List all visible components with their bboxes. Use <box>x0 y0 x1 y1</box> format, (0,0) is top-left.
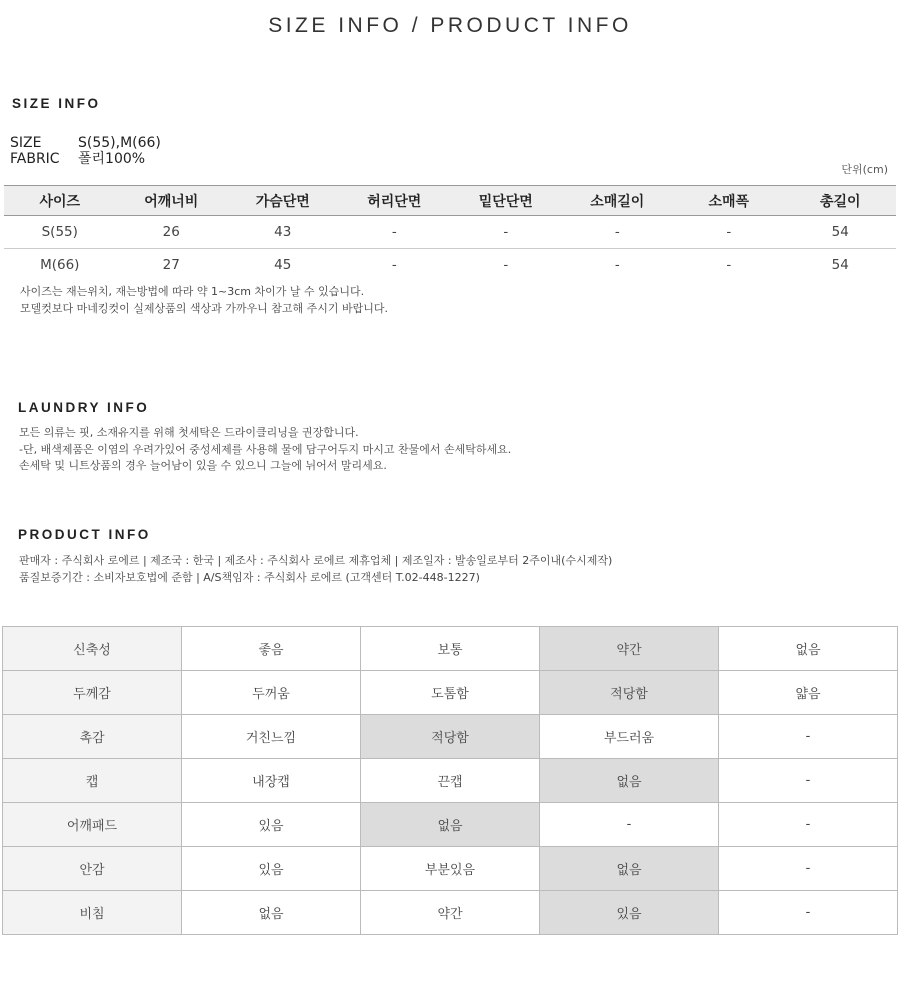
product-info-heading: PRODUCT INFO <box>18 527 151 542</box>
attribute-label: 캡 <box>3 759 182 803</box>
attribute-option: - <box>540 803 719 847</box>
fabric-label: FABRIC <box>10 151 60 167</box>
column-header: 가슴단면 <box>227 186 339 216</box>
attribute-label: 촉감 <box>3 715 182 759</box>
table-cell: - <box>339 216 451 249</box>
attribute-option: 도톰함 <box>361 671 540 715</box>
laundry-line: -단, 배색제품은 이염의 우려가있어 중성세제를 사용해 물에 담구어두지 마시고 찬물에서 손세탁하세요. <box>19 442 512 456</box>
column-header: 사이즈 <box>4 186 116 216</box>
attribute-option: 적당함 <box>361 715 540 759</box>
attribute-option: 있음 <box>182 803 361 847</box>
attribute-option: 보통 <box>361 627 540 671</box>
attribute-option: 없음 <box>540 847 719 891</box>
table-row <box>4 249 896 282</box>
attribute-row <box>3 847 898 891</box>
attribute-option: 없음 <box>540 759 719 803</box>
fabric-line <box>10 151 145 167</box>
attribute-option: 끈캡 <box>361 759 540 803</box>
table-cell: 54 <box>831 257 849 273</box>
attribute-row <box>3 671 898 715</box>
attribute-option: 적당함 <box>540 671 719 715</box>
column-header: 밑단단면 <box>450 186 562 216</box>
note-line: 사이즈는 재는위치, 재는방법에 따라 약 1~3cm 차이가 날 수 있습니다. <box>20 285 365 298</box>
attribute-option: 없음 <box>361 803 540 847</box>
attribute-row <box>3 803 898 847</box>
attribute-option: 약간 <box>361 891 540 935</box>
fabric-value: 폴리100% <box>78 151 146 167</box>
attribute-row <box>3 759 898 803</box>
laundry-line: 손세탁 및 니트상품의 경우 늘어남이 있을 수 있으니 그늘에 뉘어서 말리세요. <box>19 459 387 472</box>
attribute-option: - <box>719 847 898 891</box>
column-header: 소매길이 <box>562 186 674 216</box>
attribute-label: 신축성 <box>3 627 182 671</box>
table-cell: 26 <box>116 216 228 249</box>
column-header: 허리단면 <box>339 186 451 216</box>
attribute-option: 좋음 <box>182 627 361 671</box>
attribute-option: 없음 <box>182 891 361 935</box>
attribute-label: 안감 <box>3 847 182 891</box>
attribute-option: 두꺼움 <box>182 671 361 715</box>
table-cell: - <box>562 216 674 249</box>
table-cell: M(66) <box>40 257 80 273</box>
table-cell: 43 <box>227 216 339 249</box>
size-value: S(55),M(66) <box>78 135 161 151</box>
laundry-line: 모든 의류는 핏, 소재유지를 위해 첫세탁은 드라이클리닝을 권장합니다. <box>19 426 359 439</box>
laundry-info-heading: LAUNDRY INFO <box>18 400 150 415</box>
table-row <box>4 216 896 249</box>
attribute-label: 어깨패드 <box>3 803 182 847</box>
table-cell: - <box>450 216 562 249</box>
table-cell: 54 <box>785 216 897 249</box>
attribute-option: 거친느낌 <box>182 715 361 759</box>
attribute-label: 두께감 <box>3 671 182 715</box>
attribute-option: 약간 <box>540 627 719 671</box>
attribute-option: 내장캡 <box>182 759 361 803</box>
attribute-option: 없음 <box>719 627 898 671</box>
size-line <box>10 135 161 151</box>
attribute-label: 비침 <box>3 891 182 935</box>
column-header: 총길이 <box>785 186 897 216</box>
attribute-option: 부드러움 <box>540 715 719 759</box>
product-text <box>19 553 612 586</box>
table-cell: 27 <box>162 257 180 273</box>
note-line: 모델컷보다 마네킹컷이 실제상품의 색상과 가까우니 참고해 주시기 바랍니다. <box>20 301 389 315</box>
attribute-option: 있음 <box>182 847 361 891</box>
table-cell: - <box>614 257 620 273</box>
attribute-row <box>3 627 898 671</box>
unit-label: 단위(cm) <box>841 163 888 176</box>
attribute-option: 있음 <box>540 891 719 935</box>
size-table-header <box>4 186 896 216</box>
laundry-text <box>19 425 511 475</box>
table-cell: S(55) <box>4 216 116 249</box>
table-cell: - <box>673 216 785 249</box>
attribute-option: - <box>719 715 898 759</box>
table-cell: 45 <box>274 257 292 273</box>
attribute-option: 얇음 <box>719 671 898 715</box>
product-line: 품질보증기간 : 소비자보호법에 준함 | A/S책임자 : 주식회사 로에르 (고객센터 T.02-448-1227) <box>19 570 480 584</box>
attribute-row <box>3 715 898 759</box>
table-cell: - <box>503 257 509 273</box>
size-table <box>4 185 896 281</box>
attribute-row <box>3 891 898 935</box>
attribute-option: - <box>719 803 898 847</box>
column-header: 소매폭 <box>673 186 785 216</box>
size-info-heading: SIZE INFO <box>12 96 101 111</box>
table-cell: - <box>726 257 732 273</box>
attribute-option: - <box>719 891 898 935</box>
size-label: SIZE <box>10 135 42 151</box>
attribute-table <box>2 626 898 935</box>
product-line: 판매자 : 주식회사 로에르 | 제조국 : 한국 | 제조사 : 주식회사 로에르 제휴업체 | 제조일자 : 발송일로부터 2주이내(수시제작) <box>19 554 613 567</box>
attribute-option: - <box>719 759 898 803</box>
column-header: 어깨너비 <box>116 186 228 216</box>
attribute-option: 부분있음 <box>361 847 540 891</box>
size-notes <box>20 284 388 317</box>
table-cell: - <box>391 257 397 273</box>
page-title: SIZE INFO / PRODUCT INFO <box>268 14 632 37</box>
